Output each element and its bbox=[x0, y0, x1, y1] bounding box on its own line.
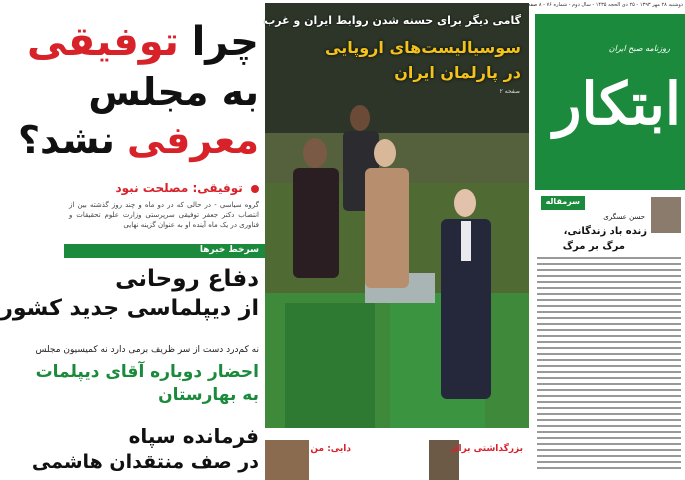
story4-title-line2[interactable]: در صف منتقدان هاشمی bbox=[31, 451, 259, 473]
teaser-thumbnail[interactable] bbox=[265, 440, 309, 480]
dateline: دوشنبه ۲۸ مهر ۱۳۹۳ - ۲۵ ذی الحجه ۱۴۳۵ - سال دوم - شماره ۷۶ - ۸ صفحه bbox=[524, 2, 683, 8]
photo-caption-kicker: گامی دیگر برای حسنه شدن روابط ایران و غرب bbox=[264, 14, 521, 27]
lead-kicker: توفیقی: مصلحت نبود bbox=[116, 181, 260, 195]
author-name: حسن عسگری bbox=[603, 213, 645, 221]
lead-photo[interactable] bbox=[265, 3, 529, 428]
author-portrait bbox=[651, 197, 681, 233]
story2-title-line1[interactable]: دفاع روحانی bbox=[115, 266, 259, 292]
bullet-dot-icon bbox=[251, 185, 259, 193]
story3-title-line2[interactable]: به بهارستان bbox=[158, 385, 259, 405]
editorial-title-line1[interactable]: زنده باد زندگانی، bbox=[563, 226, 647, 237]
story3-kicker: نه کم‌درد دست از سر ظریف برمی دارد نه کمیسیون مجلس bbox=[35, 345, 259, 355]
masthead-logo-box[interactable] bbox=[535, 14, 685, 190]
story3-title-line1[interactable]: احضار دوباره آقای دیپلمات bbox=[35, 362, 259, 382]
story4-title-line1[interactable]: فرمانده سپاه bbox=[128, 424, 259, 448]
photo-caption-title-line1[interactable]: سوسیالیست‌های اروپایی bbox=[325, 38, 521, 57]
editorial-body-text bbox=[537, 257, 681, 477]
news-headlines-band bbox=[64, 244, 265, 258]
lead-headline-line1[interactable]: چرا توفیقی bbox=[26, 19, 259, 65]
lead-headline-line2[interactable]: به مجلس bbox=[88, 70, 259, 114]
newspaper-logo: ابتکار bbox=[553, 70, 681, 138]
story2-title-line2[interactable]: از دیپلماسی جدید کشور bbox=[0, 296, 259, 321]
photo-page-ref: صفحه ۲ bbox=[499, 88, 520, 95]
teaser-title[interactable]: بزرگداشتی برای bbox=[450, 444, 523, 454]
teaser-title[interactable]: دایی: من bbox=[310, 444, 351, 454]
bottom-teasers bbox=[265, 432, 529, 480]
photo-caption-title-line2[interactable]: در پارلمان ایران bbox=[394, 63, 521, 82]
news-band-label: سرخط خبرها bbox=[199, 245, 259, 255]
masthead bbox=[524, 0, 685, 480]
lead-headline-line3[interactable]: معرفی نشد؟ bbox=[18, 118, 259, 162]
logo-subtitle: روزنامه صبح ایران bbox=[608, 44, 670, 53]
editorial-title-line2[interactable]: مرگ بر مرگ bbox=[562, 241, 625, 252]
lead-body-text: گروه سیاسی - در حالی که در دو ماه و چند روز گذشته بین از انتصاب دکتر جعفر توفیقی سرپرستی وزارت علوم تحقیقات و فناوری در یک ماه آینده او به عنوان گزینه نهایی bbox=[69, 201, 259, 229]
left-news-column bbox=[0, 0, 265, 480]
editorial-label: سرمقاله bbox=[541, 196, 585, 210]
